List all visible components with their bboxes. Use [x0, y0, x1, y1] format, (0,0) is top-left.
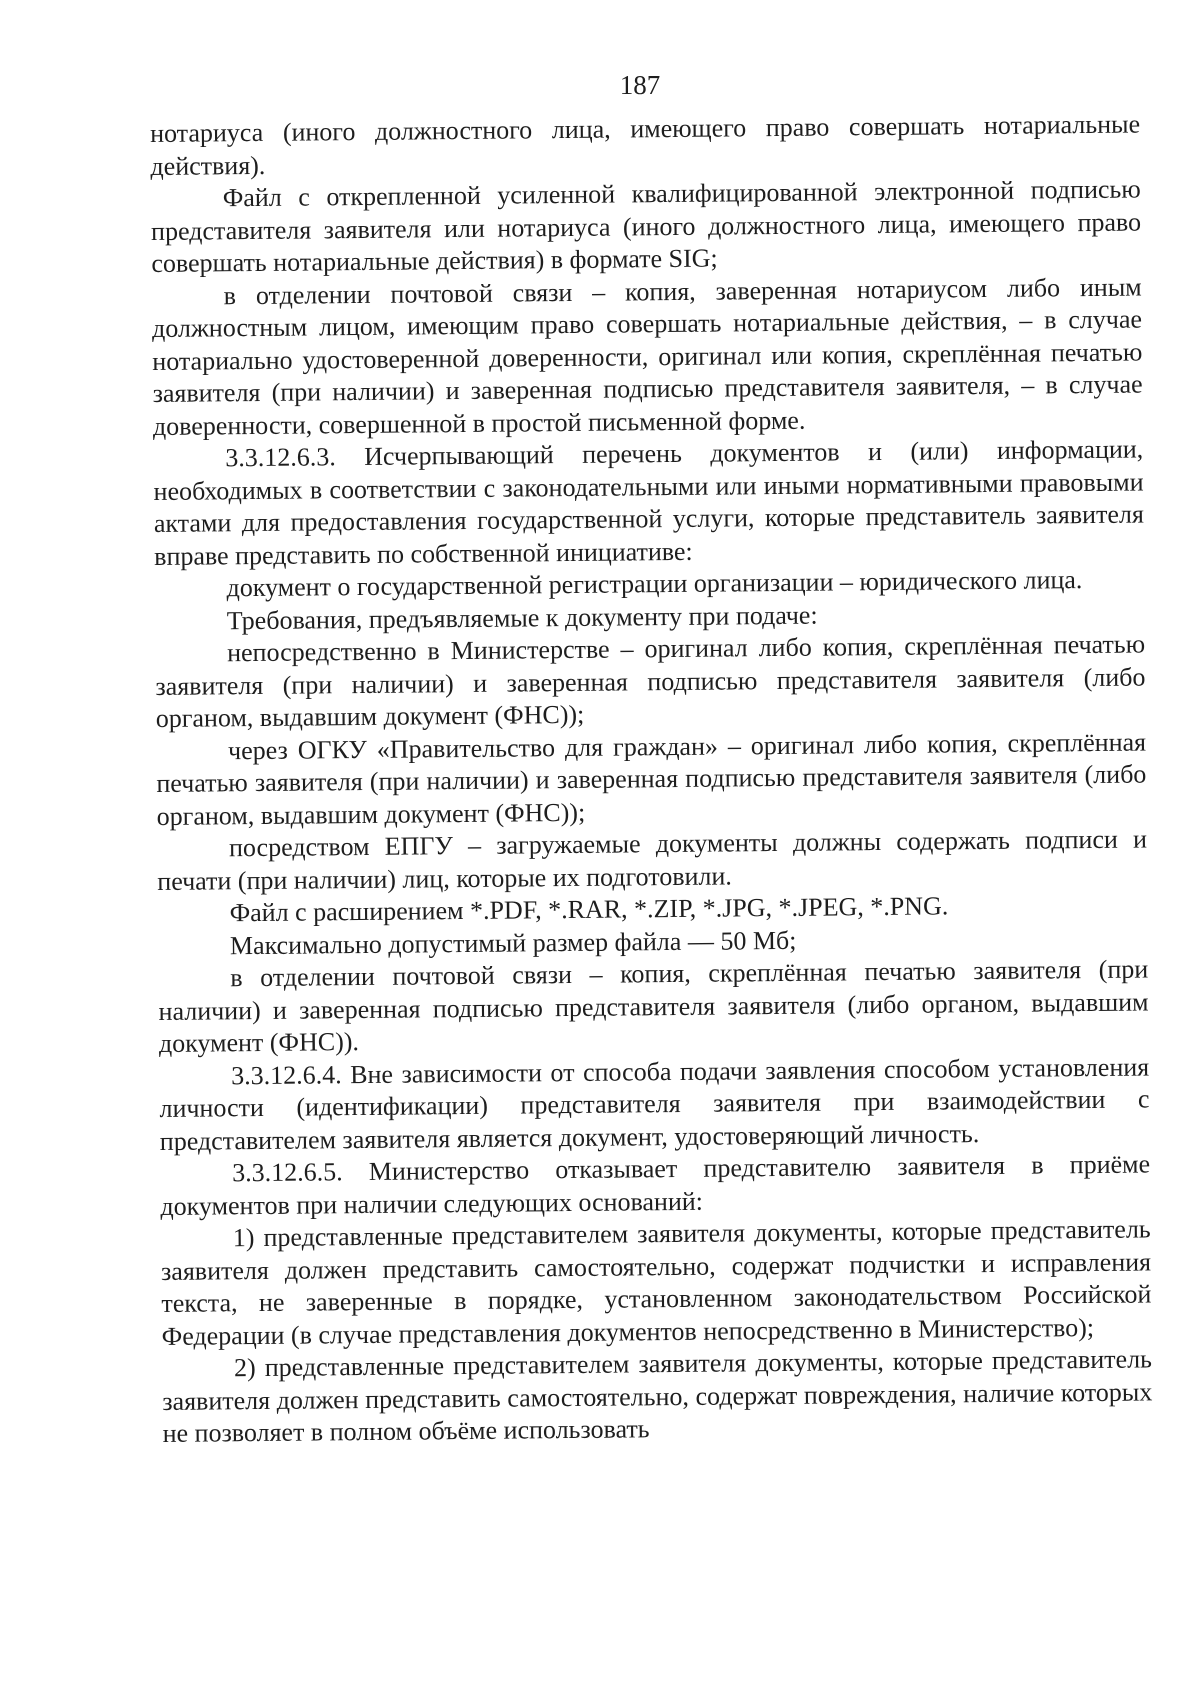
paragraph-3-3-12-6-5: 3.3.12.6.5. Министерство отказывает представителю заявителя в приёме документов при наличии следующих оснований:	[160, 1149, 1151, 1221]
paragraph-registration-document: документ о государственной регистрации организации – юридического лица.	[226, 565, 1083, 603]
paragraph-requirements-heading: Требования, предъявляемые к документу при подаче:	[226, 600, 818, 635]
document-body	[150, 108, 1153, 1450]
paragraph-sig-file: Файл с открепленной усиленной квалифицированной электронной подписью представителя заявителя или нотариуса (иного должностного лица, имеющего право совершать нотариальные действия) в формате SIG;	[150, 174, 1142, 278]
paragraph-post-office-copy: в отделении почтовой связи – копия, заверенная нотариусом либо иным должностным лицом, имеющим право совершать нотариальные действия, – в случае нотариально удостоверенной доверенности, оригинал или копия, скреплённая печатью заявителя (при наличии) и заверенная подписью представителя заявителя, – в случае доверенности, совершенной в простой письменной форме.	[151, 271, 1143, 441]
paragraph-3-3-12-6-4: 3.3.12.6.4. Вне зависимости от способа подачи заявления способом установления личности (идентификации) представителя заявителя при взаимодействии с представителем заявителя является документ, удостоверяющий личность.	[159, 1051, 1150, 1156]
paragraph-via-epgu: посредством ЕПГУ – загружаемые документы должны содержать подписи и печати (при наличии) лиц, которые их подготовили.	[157, 824, 1148, 896]
paragraph-refusal-reason-2: 2) представленные представителем заявителя документы, которые представитель заявителя должен представить самостоятельно, содержат повреждения, наличие которых не позволяет в полном объёме использовать	[162, 1344, 1153, 1448]
paragraph-max-file-size: Максимально допустимый размер файла — 50 Мб;	[229, 925, 797, 960]
paragraph-3-3-12-6-3: 3.3.12.6.3. Исчерпывающий перечень документов и (или) информации, необходимых в соответствии с законодательными или иными нормативными правовыми актами для предоставления государственной услуги, которые представитель заявителя вправе представить по собственной инициативе:	[153, 434, 1144, 571]
page-number: 187	[619, 70, 661, 100]
paragraph-via-ogku: через ОГКУ «Правительство для граждан» – оригинал либо копия, скреплённая печатью заявителя (при наличии) и заверенная подписью представителя заявителя (либо органом, выдавшим документ (ФНС));	[156, 726, 1147, 831]
paragraph-continuation: нотариуса (иного должностного лица, имеющего право совершать нотариальные действия).	[150, 109, 1141, 181]
paragraph-refusal-reason-1: 1) представленные представителем заявителя документы, которые представитель заявителя должен представить самостоятельно, содержат подчистки и исправления текста, не заверенные в порядке, установленном законодательством Российской Федерации (в случае представления документов непосредственно в Министерство);	[160, 1214, 1152, 1351]
paragraph-post-office-sealed-copy: в отделении почтовой связи – копия, скреплённая печатью заявителя (при наличии) и заверенная подписью представителя заявителя (либо органом, выдавшим документ (ФНС)).	[158, 954, 1149, 1058]
paragraph-in-ministry: непосредственно в Министерстве – оригинал либо копия, скреплённая печатью заявителя (при наличии) и заверенная подписью представителя заявителя (либо органом, выдавшим документ (ФНС));	[155, 629, 1146, 733]
paragraph-file-extensions: Файл с расширением *.PDF, *.RAR, *.ZIP, *.JPG, *.JPEG, *.PNG.	[229, 891, 949, 928]
